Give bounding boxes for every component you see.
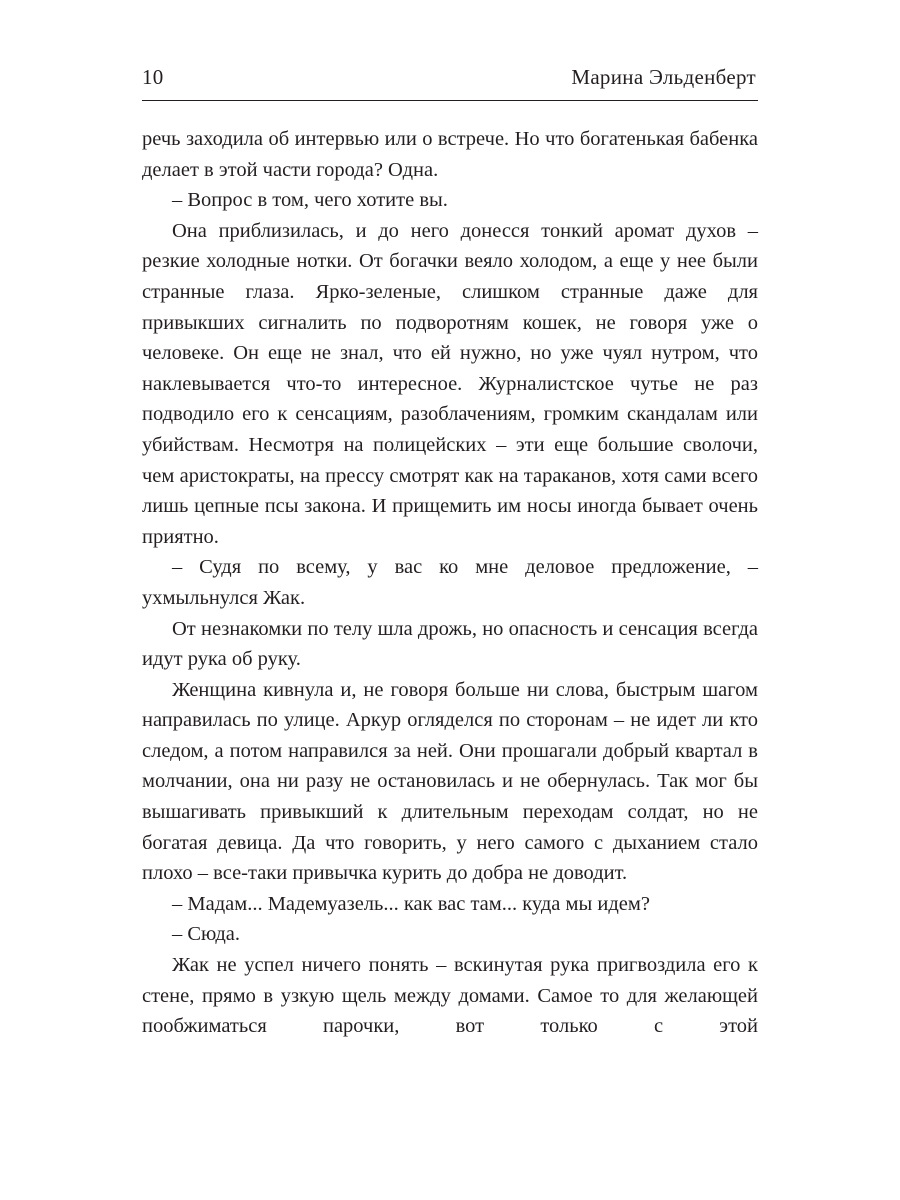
paragraph: речь заходила об интервью или о встрече. Но что богатенькая бабенка делает в этой части города? Одна. (142, 128, 758, 181)
paragraph: – Сюда. (172, 923, 240, 946)
body-text (142, 124, 758, 1042)
paragraph: – Мадам... Мадемуазель... как вас там... куда мы идем? (172, 892, 650, 915)
paragraph: – Судя по всему, у вас ко мне деловое предложение, – ухмыльнулся Жак. (142, 556, 758, 609)
running-head-author: Марина Эльденберт (571, 65, 756, 89)
paragraph: Она приблизилась, и до него донесся тонкий аромат духов – резкие холодные нотки. От богачки веяло холодом, а еще у нее были странные глаза. Ярко-зеленые, слишком странные даже для привыкших сигналить по подворотням кошек, не говоря уже о человеке. Он еще не знал, что ей нужно, но уже чуял нутром, что наклевывается что-то интересное. Журналистское чутье не раз подводило его к сенсациям, разоблачениям, громким скандалам или убийствам. Несмотря на полицейских – эти еще большие сволочи, чем аристократы, на прессу смотрят как на тараканов, хотя сами всего лишь цепные псы закона. И прищемить им носы иногда бывает очень приятно. (142, 219, 758, 548)
paragraph: Жак не успел ничего понять – вскинутая рука пригвоздила его к стене, прямо в узкую щель между домами. Самое то для желающей пообжиматься парочки, вот только с этой (142, 954, 758, 1038)
paragraph: – Вопрос в том, чего хотите вы. (172, 189, 448, 212)
paragraph: От незнакомки по телу шла дрожь, но опасность и сенсация всегда идут рука об руку. (142, 617, 758, 671)
page-number: 10 (142, 65, 164, 89)
paragraph: Женщина кивнула и, не говоря больше ни слова, быстрым шагом направилась по улице. Аркур огляделся по сторонам – не идет ли кто следом, а потом направился за ней. Они прошагали добрый квартал в молчании, она ни разу не остановилась и не обернулась. Так мог бы вышагивать привыкший к длительным переходам солдат, но не богатая девица. Да что говорить, у него самого с дыханием стало плохо – все-таки привычка курить до добра не доводит. (142, 678, 758, 885)
running-header (142, 62, 758, 101)
book-page (142, 62, 758, 1042)
